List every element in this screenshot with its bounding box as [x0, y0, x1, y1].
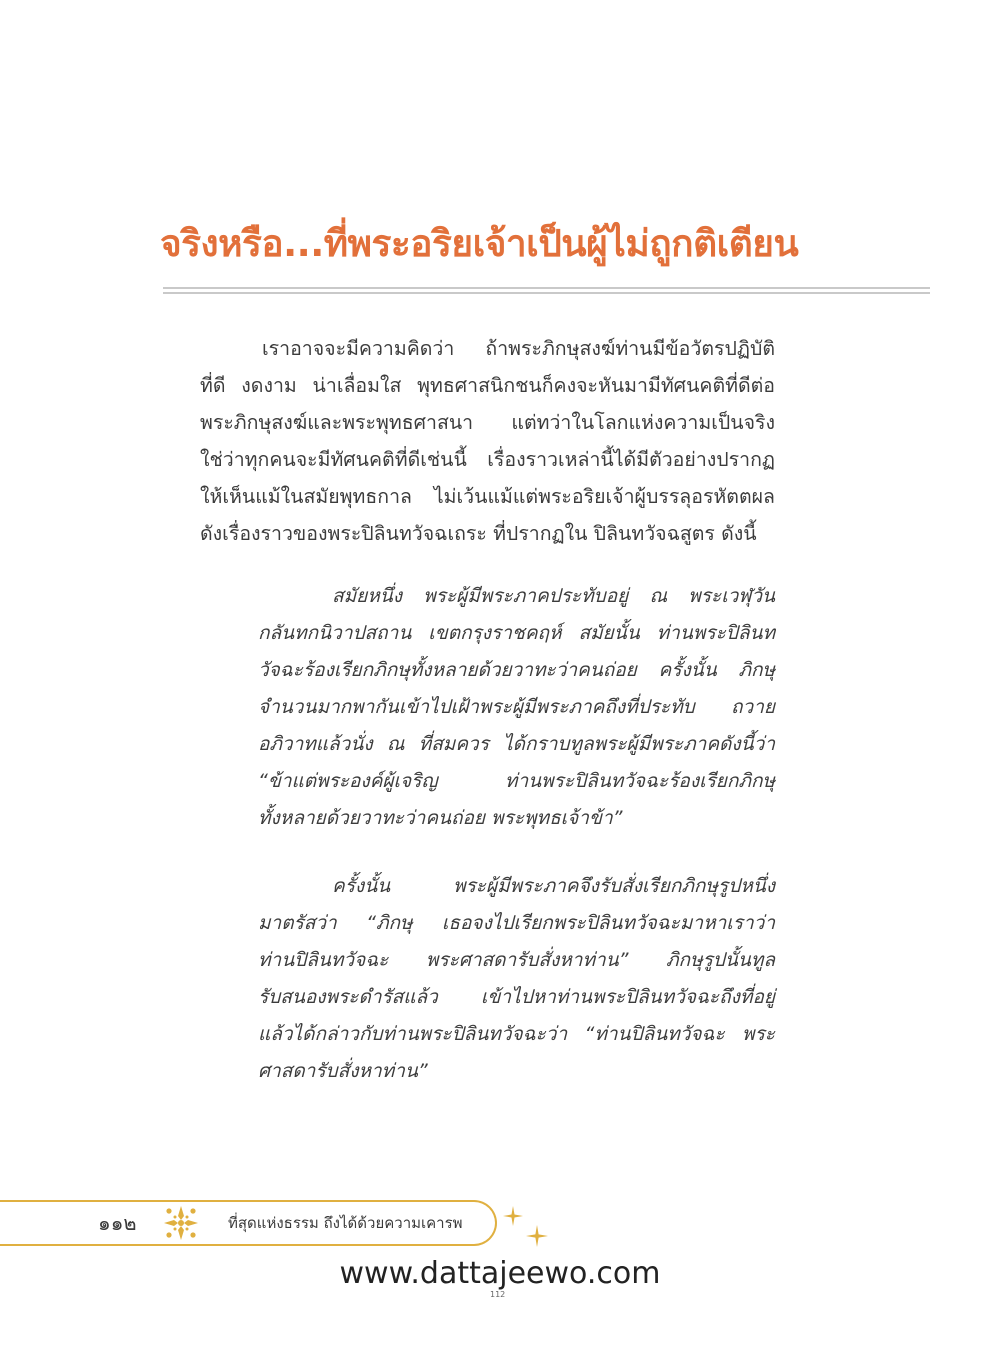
page-number: ๑๑๒	[98, 1211, 137, 1235]
quote-line: มาตรัสว่า “ภิกษุ เธอจงไปเรียกพระปิลินทวัจฉะมาหาเราว่า	[258, 912, 775, 934]
paragraph-line: ให้เห็นแม้ในสมัยพุทธกาล ไม่เว้นแม้แต่พระอริยเจ้าผู้บรรลุอรหัตตผล	[200, 485, 775, 508]
intro-paragraph	[200, 330, 775, 552]
quote-line: สมัยหนึ่ง พระผู้มีพระภาคประทับอยู่ ณ พระเวฬุวัน	[332, 585, 775, 607]
paragraph-line: เราอาจจะมีความคิดว่า ถ้าพระภิกษุสงฆ์ท่านมีข้อวัตรปฏิบัติ	[262, 337, 775, 360]
quote-paragraph-2	[258, 868, 775, 1090]
paragraph-line: ที่ดี งดงาม น่าเลื่อมใส พุทธศาสนิกชนก็คงจะหันมามีทัศนคติที่ดีต่อ	[200, 374, 775, 397]
title-rule-bottom	[163, 292, 930, 294]
website-url: www.dattajeewo.com	[339, 1256, 661, 1291]
paragraph-line: ดังเรื่องราวของพระปิลินทวัจฉเถระ ที่ปรากฏใน ปิลินทวัจฉสูตร ดังนี้	[200, 522, 757, 545]
small-page-number: 112	[490, 1290, 506, 1299]
quote-line: รับสนองพระดำรัสแล้ว เข้าไปหาท่านพระปิลินทวัจฉะถึงที่อยู่	[258, 986, 775, 1008]
sparkle-icon	[502, 1205, 524, 1227]
quote-line: ศาสดารับสั่งหาท่าน”	[258, 1060, 428, 1082]
page-title: จริงหรือ...ที่พระอริยเจ้าเป็นผู้ไม่ถูกติเตียน	[160, 222, 799, 265]
paragraph-line: พระภิกษุสงฆ์และพระพุทธศาสนา แต่ทว่าในโลกแห่งความเป็นจริง	[200, 411, 775, 434]
title-rule-top	[163, 287, 930, 289]
quote-line: ทั้งหลายด้วยวาทะว่าคนถ่อย พระพุทธเจ้าข้า”	[258, 807, 623, 829]
quote-line: อภิวาทแล้วนั่ง ณ ที่สมควร ได้กราบทูลพระผู้มีพระภาคดังนี้ว่า	[258, 733, 775, 755]
quote-line: จำนวนมากพากันเข้าไปเฝ้าพระผู้มีพระภาคถึงที่ประทับ ถวาย	[258, 696, 775, 718]
book-title: ที่สุดแห่งธรรม ถึงได้ด้วยความเคารพ	[228, 1214, 463, 1232]
sparkle-icon	[525, 1224, 549, 1248]
ornament-icon	[160, 1202, 202, 1244]
quote-paragraph-1	[258, 578, 775, 837]
paragraph-line: ใช่ว่าทุกคนจะมีทัศนคติที่ดีเช่นนี้ เรื่องราวเหล่านี้ได้มีตัวอย่างปรากฏ	[200, 448, 775, 471]
quote-line: ครั้งนั้น พระผู้มีพระภาคจึงรับสั่งเรียกภิกษุรูปหนึ่ง	[332, 875, 775, 897]
quote-line: กลันทกนิวาปสถาน เขตกรุงราชคฤห์ สมัยนั้น ท่านพระปิลินท	[258, 622, 775, 644]
quote-line: “ข้าแต่พระองค์ผู้เจริญ ท่านพระปิลินทวัจฉะร้องเรียกภิกษุ	[258, 770, 775, 792]
quote-line: วัจฉะร้องเรียกภิกษุทั้งหลายด้วยวาทะว่าคนถ่อย ครั้งนั้น ภิกษุ	[258, 659, 775, 681]
quote-line: แล้วได้กล่าวกับท่านพระปิลินทวัจฉะว่า “ท่านปิลินทวัจฉะ พระ	[258, 1023, 775, 1045]
quote-line: ท่านปิลินทวัจฉะ พระศาสดารับสั่งหาท่าน” ภิกษุรูปนั้นทูล	[258, 949, 775, 971]
